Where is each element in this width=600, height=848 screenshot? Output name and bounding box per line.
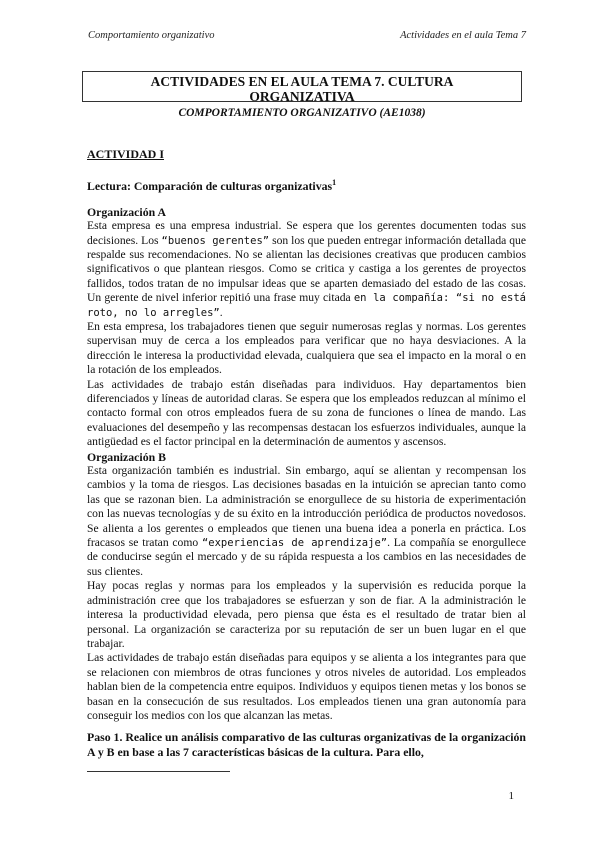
- org-a-quote-good-managers: “buenos gerentes”: [161, 234, 270, 247]
- header-right: Actividades en el aula Tema 7: [400, 30, 526, 41]
- title-line-2: ORGANIZATIVA: [249, 89, 355, 104]
- document-body: [87, 147, 526, 723]
- org-a-paragraph-3: Las actividades de trabajo están diseñadas para individuos. Hay departamentos bien diferenciados y líneas de autoridad claras. Se espera que los empleados reduzcan al mínimo el contacto formal con otros empleados fuera de su zona de funciones o línea de mando. Las evaluaciones del desempeño y las recompensas destacan los esfuerzos individuales, aunque la antigüedad es el factor principal en la determinación de aumentos y ascensos.: [87, 377, 526, 449]
- header-left: Comportamiento organizativo: [88, 30, 215, 41]
- subtitle: COMPORTAMIENTO ORGANIZATIVO (AE1038): [178, 107, 426, 119]
- page-number: 1: [508, 790, 514, 802]
- org-a-heading: Organización A: [87, 204, 166, 219]
- org-a-paragraph-2: En esta empresa, los trabajadores tienen que seguir numerosas reglas y normas. Los gerentes supervisan muy de cerca a los empleados para verificar que no haya desviaciones. A la dirección le interesa la productividad elevada, cualquiera que sea el impacto en la moral o en la rotación de los empleados.: [87, 319, 526, 377]
- footnote-mark: 1: [332, 178, 337, 188]
- title-line-1: ACTIVIDADES EN EL AULA TEMA 7. CULTURA: [150, 74, 454, 89]
- org-b-heading: Organización B: [87, 449, 166, 464]
- reading-title: Lectura: Comparación de culturas organizativas: [87, 179, 333, 194]
- org-a-quote-not-broken: en la compañía: “si no está roto, no lo arregles”: [87, 292, 526, 319]
- reading-heading: [87, 176, 526, 193]
- org-b-paragraph-3: Las actividades de trabajo están diseñadas para equipos y se alienta a los integrantes para que se relacionen con miembros de otras funciones y otros niveles de autoridad. Los empleados hablan bien de la competencia entre equipos. Individuos y equipos tienen metas y los bonos se basan en la consecución de sus resultados. Los empleados tienen una gran autonomía para conseguir los medios con los que alcanzan las metas.: [87, 651, 526, 722]
- org-b-quote-learning: “experiencias de aprendizaje”: [201, 537, 388, 550]
- footnote-separator: [87, 771, 230, 772]
- org-a-paragraph-1: Esta empresa es una empresa industrial. Se espera que los gerentes documenten todas sus decisiones. Los “buenos gerentes” son los que pueden entregar información detallada que respalde sus recomendaciones. No se alientan las decisiones creativas que producen cambios significativos o que plantean riesgos. Como se critica y castiga a los gerentes de proyectos fallidos, todos tratan de no impulsar ideas que se aparten demasiado del estado de las cosas. Un gerente de nivel inferior repitió una frase muy citada en la compañía: “si no está roto, no lo arregles”.: [87, 219, 526, 319]
- org-b-paragraph-1: Esta organización también es industrial. Sin embargo, aquí se alientan y recompensan los cambios y la toma de riesgos. Las decisiones basadas en la intuición se aprecian tanto como las que se razonan bien. La administración se enorgullece de su historia de experimentación con las nuevas tecnologías y de su éxito en la introducción periódica de productos novedosos. Se alienta a los gerentes o empleados que tienen una buena idea a ponerla en práctica. Los fracasos se tratan como “experiencias de aprendizaje”. La compañía se enorgullece de conducirse según el mercado y de su rápida respuesta a los cambios en las necesidades de sus clientes.: [87, 464, 526, 578]
- activity-heading: ACTIVIDAD I: [87, 147, 165, 161]
- org-b-paragraph-2: Hay pocas reglas y normas para los empleados y la supervisión es reducida porque la administración cree que los trabajadores se esfuerzan y son de fiar. A la administración le interesa la productividad elevada, pero piensa que ésta es el resultado de tratar bien al personal. La organización se caracteriza por su reputación de ser un buen lugar en el que trabajar.: [87, 579, 526, 650]
- step-1-instruction: Paso 1. Realice un análisis comparativo de las culturas organizativas de la organización A y B en base a las 7 características básicas de la cultura. Para ello,: [87, 730, 526, 759]
